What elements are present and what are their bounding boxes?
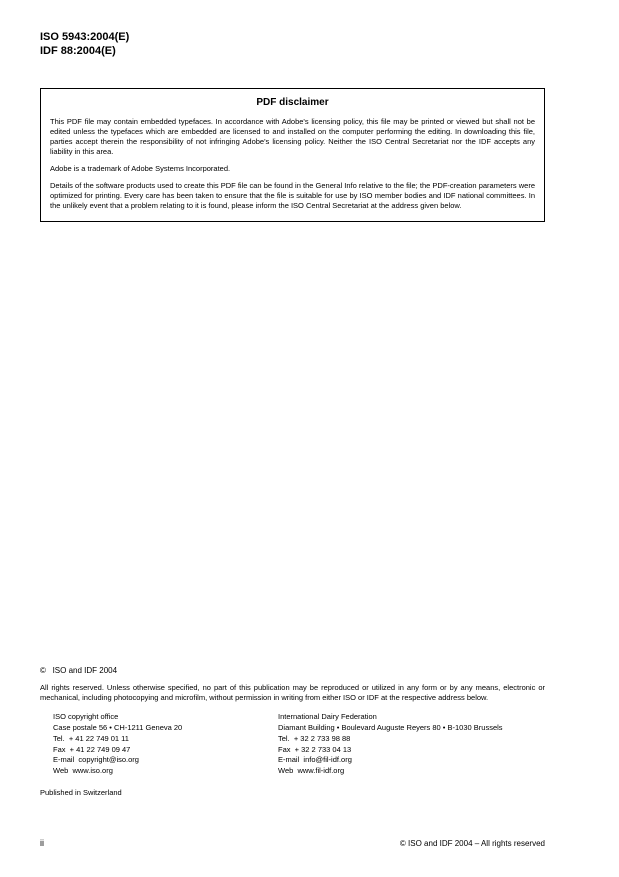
web-line: Web www.iso.org: [53, 766, 113, 776]
web-line: Web www.fil-idf.org: [278, 766, 345, 776]
idf-reference: IDF 88:2004(E): [40, 44, 116, 57]
tel-line: Tel. + 32 2 733 98 88: [278, 733, 351, 743]
disclaimer-paragraph-1: This PDF file may contain embedded typefaces. In accordance with Adobe's licensing policy, this file may be printed or viewed but shall not be edited unless the typefaces which are embedded are licensed to and installed on the computer performing the editing. In downloading this file, parties accept therein the responsibility of not infringing Adobe's licensing policy. Neither the ISO Central Secretariat nor the IDF accepts any liability in this area.: [50, 117, 535, 156]
disclaimer-paragraph-2: Adobe is a trademark of Adobe Systems Incorporated.: [50, 163, 231, 173]
disclaimer-title: PDF disclaimer: [256, 97, 329, 108]
rights-statement: All rights reserved. Unless otherwise specified, no part of this publication may be reproduced or utilized in any form or by any means, electronic or mechanical, including photocopying and microfilm, without permission in writing from either ISO or IDF at the respective address below.: [40, 683, 545, 702]
idf-office: [278, 712, 503, 777]
footer-copyright: © ISO and IDF 2004 – All rights reserved: [399, 839, 545, 848]
pdf-disclaimer-box: [40, 88, 545, 222]
fax-line: Fax + 41 22 749 09 47: [53, 744, 131, 754]
iso-reference: ISO 5943:2004(E): [40, 31, 130, 43]
copyright-notice: © ISO and IDF 2004: [40, 666, 118, 675]
iso-copyright-office: [53, 712, 278, 777]
email-line: E-mail copyright@iso.org: [53, 755, 139, 765]
tel-line: Tel. + 41 22 749 01 11: [53, 733, 129, 743]
page-number: ii: [40, 838, 44, 848]
published-in: Published in Switzerland: [40, 788, 122, 798]
contact-offices: [40, 712, 545, 777]
address-line: Case postale 56 • CH-1211 Geneva 20: [53, 722, 183, 732]
office-title: International Dairy Federation: [278, 711, 377, 721]
email-line: E-mail info@fil-idf.org: [278, 755, 352, 765]
page-footer: [40, 838, 545, 848]
document-reference-header: [40, 31, 129, 59]
fax-line: Fax + 32 2 733 04 13: [278, 744, 352, 754]
copyright-section: [40, 666, 545, 797]
office-title: ISO copyright office: [53, 711, 119, 721]
address-line: Diamant Building • Boulevard Auguste Reyers 80 • B-1030 Brussels: [278, 722, 503, 732]
disclaimer-paragraph-3: Details of the software products used to create this PDF file can be found in the General Info relative to the file; the PDF-creation parameters were optimized for printing. Every care has been taken to ensure that the file is suitable for use by ISO member bodies and IDF national committees. In the unlikely event that a problem relating to it is found, please inform the ISO Central Secretariat at the address given below.: [50, 180, 535, 210]
